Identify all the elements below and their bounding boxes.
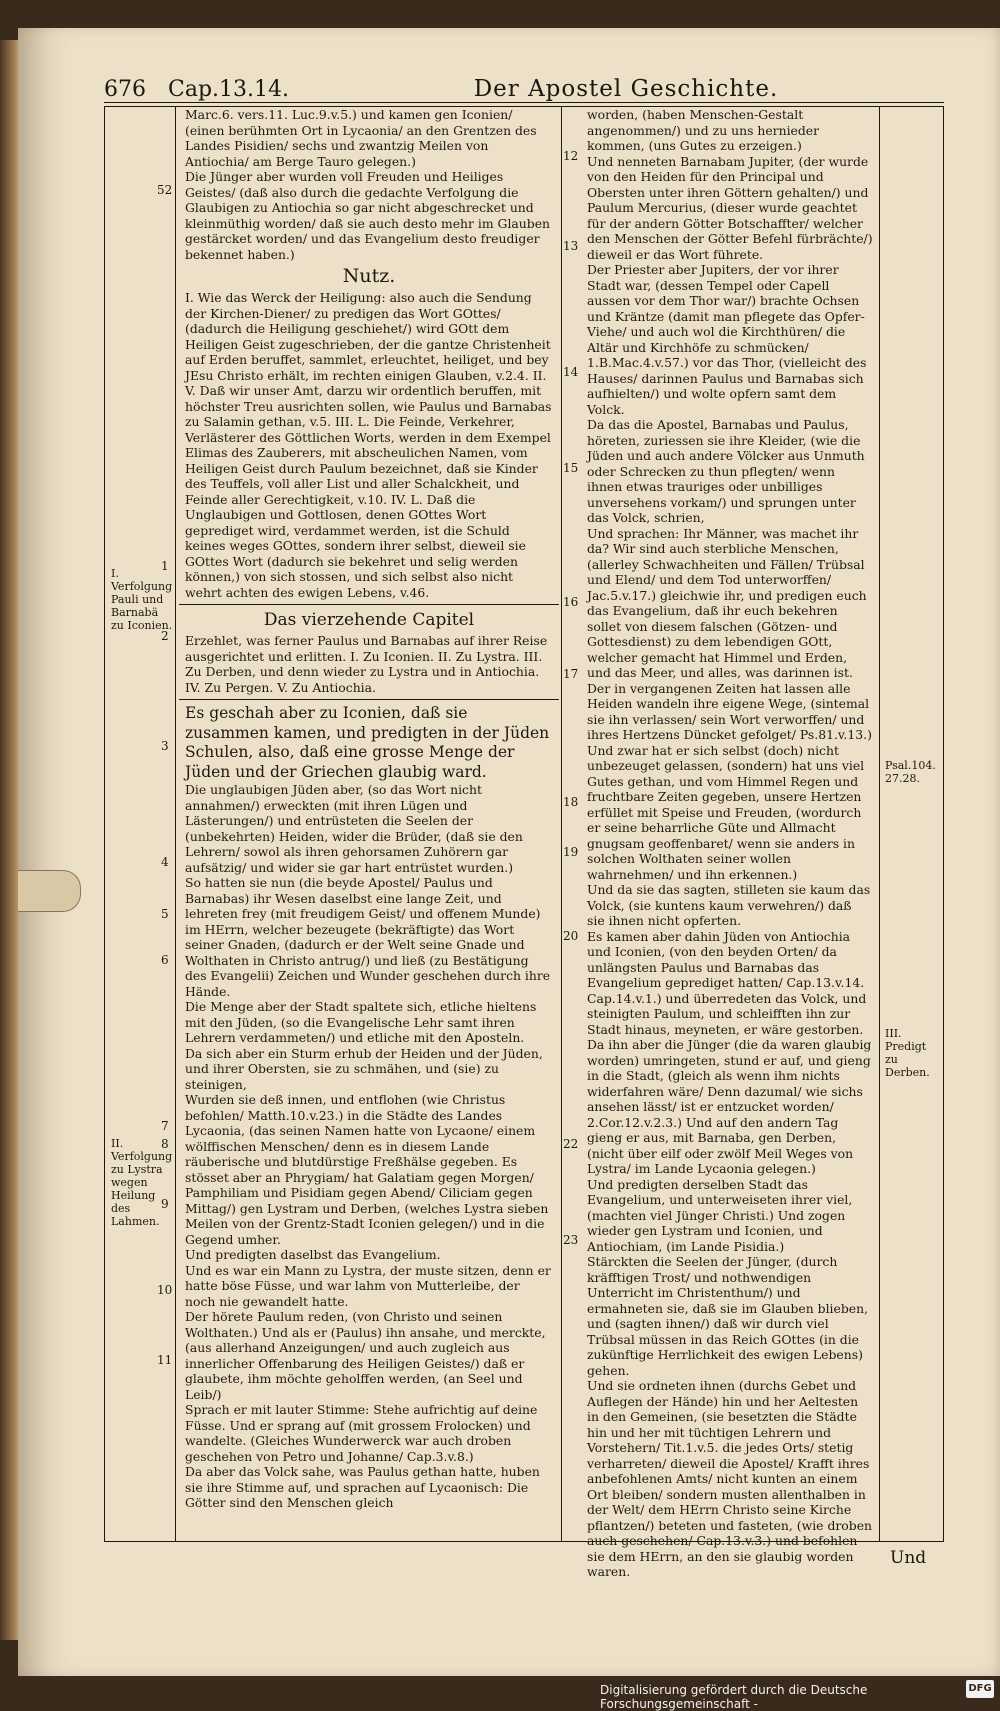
verse-13: Der Priester aber Jupiters, der vor ihrer Stadt war, (dessen Tempel oder Capell aussen vor dem Thor war/) brachte Ochsen und Kräntze (damit man pflegete das Opfer-Viehe/ und auch wol die Kirchthüren/ die Altär und Kirchhöfe zu schmücken/ 1.B.Mac.4.v.57.) vor das Thor, (vielleicht des Hauses/ darinnen Paulus und Barnabas sich aufhielten/) und wolte opfern samt dem Volck. [587,262,867,417]
verse-3: So hatten sie nun (die beyde Apostel/ Paulus und Barnabas) ihr Wesen daselbst eine lange Zeit, und lehreten frey (mit freudigem Geist/ und offenem Munde) im HErrn, welcher bezeugete (bekräftigte) das Wort seiner Gnaden, (dadurch er der Welt seine Gnade und Wolthaten in Christo antrug/) und ließ (zu Bestätigung des Evangelii) Zeichen und Wunder geschehen durch ihre Hände. [185,875,551,999]
margin-note-left-2: II. Verfolgung zu Lystra wegen Heilung des Lahmen. [111,1137,173,1228]
verse-number: 23 [563,1233,579,1247]
verse-15: Und sprachen: Ihr Männer, was machet ihr da? Wir sind auch sterbliche Menschen, (allerley Schwachheiten und Fällen/ Trübsal und Elend/ und dem Tod unterworffen/ Jac.5.v.17.) gleichwie ihr, und predigen euch das Evangelium, daß ihr euch bekehren sollet von diesem falschen (Götzen- und Gottesdienst) zu dem lebendigen GOtt, welcher gemacht hat Himmel und Erden, und das Meer, und alles, was darinnen ist. [587,525,867,680]
verse-number: 9 [161,1197,169,1211]
verse-number: 13 [563,239,579,253]
verse-number: 17 [563,667,579,681]
verse-52: Die Jünger aber wurden voll Freuden und Heiliges Geistes/ (daß also durch die gedachte Verfolgung die Glaubigen zu Antiochia so gar nicht abgeschrecket und kleinmüthig worden/ daß sie auch desto mehr im Glauben gestärcket worden/ und das Evangelium desto freudiger bekennet haben.) [185,169,551,262]
header-chapter: Cap.13.14. [168,77,289,102]
verse-number: 3 [161,739,169,753]
section-rule [179,604,559,605]
left-text-column [179,107,559,1541]
page-number: 676 [104,77,146,102]
verse-6: Wurden sie deß innen, und entflohen (wie Christus befohlen/ Matth.10.v.23.) in die Städte des Landes Lycaonia, (das seinen Namen hatte von Lycaone/ einem wölffischen Menschen/ denn es in diesem Lande räuberische und blutdürstige Freßhälse gegeben. Es stösset aber an Phrygiam/ hat Galatiam gegen Morgen/ Pamphiliam und Pisidiam gegen Abend/ Ciliciam gegen Mittag/) gen Lystram und Derben, (welches Lystra sieben Meilen von der Grentz-Stadt Iconien gelegen/) und in die Gegend umher. [185,1092,549,1247]
digitization-credit: Digitalisierung gefördert durch die Deutsche Forschungsgemeinschaft - [600,1683,868,1711]
paragraph: (einen berühmten Ort in Lycaonia/ an den Grentzen des Landes Pisidien/ sechs und zwantzig Meilen von Antiochia/ am Berge Tauro gelegen.) [185,122,537,169]
reference-line: Marc.6. vers.11. Luc.9.v.5.) und kamen gen Iconien/ [185,107,513,122]
verse-number: 7 [161,1119,169,1133]
dfg-logo: DFG [966,1680,994,1698]
verse-number: 1 [161,559,169,573]
nutz-heading: Nutz. [342,265,396,287]
verse-number: 10 [157,1283,173,1297]
verse-8: Und es war ein Mann zu Lystra, der muste sitzen, denn er hatte böse Füsse, und war lahm von Mutterleibe, der noch nie gewandelt hatte. [185,1262,551,1309]
verse-19: Es kamen aber dahin Jüden von Antiochia und Iconien, (von den beyden Orten/ da unlängsten Paulus und Barnabas das Evangelium geprediget hatten/ Cap.13.v.14. Cap.14.v.1.) und überredeten das Volck, und steinigten Paulum, und schleifften ihn zur Stadt hinaus, meyneten, er wäre gestorben. [587,928,867,1037]
right-margin-rule [879,107,880,1541]
header-title: Der Apostel Geschichte. [473,76,779,102]
margin-note-right-1: Psal.104. 27.28. [885,759,936,785]
verse-number: 19 [563,845,579,859]
section-rule [179,699,559,700]
verse-20: Da ihn aber die Jünger (die da waren glaubig worden) umringeten, stund er auf, und gieng in die Stadt, (gleich als wenn ihm nichts widerfahren wäre/ Denn dazumal/ wie sichs ansehen lässt/ ist er entzucket worden/ 2.Cor.12.v.2.3.) Und auf den andern Tag gieng er aus, mit Barnaba, gen Derben, (nicht über eilf oder zwölf Meil Weges von Lystra/ im Lande Lycaonia gelegen.) [587,1037,872,1176]
running-header [104,72,944,103]
margin-note-left-1: I. Verfolgung Pauli und Barnabä zu Iconien. [111,567,173,632]
verse-23: Und sie ordneten ihnen (durchs Gebet und Auflegen der Hände) hin und her Aeltesten in den Gemeinen, (sie besetzten die Städte hin und her mit tüchtigen Lehrern und Vorstehern/ Tit.1.v.5. die jedes Orts/ stetig verharreten/ dieweil die Apostel/ Krafft ihres anbefohlenen Amts/ nicht kunten an einem Ort bleiben/ sondern musten allenthalben in der Welt/ dem HErrn Christo seine Kirche pflantzen/) beteten und fasteten, (wie droben auch geschehen/ Cap.13.v.3.) und befohlen sie dem HErrn, an den sie glaubig worden waren. [587,1378,873,1579]
verse-number: 4 [161,855,169,869]
verse-number: 14 [563,365,579,379]
center-rule [561,107,562,1541]
text-frame [104,106,944,1579]
verse-number: 52 [157,183,173,197]
page-clip-tab [18,870,81,912]
chapter-summary: Erzehlet, was ferner Paulus und Barnabas auf ihrer Reise ausgerichtet und erlitten. I. Zu Iconien. II. Zu Lystra. III. Zu Derben, und denn wieder zu Lystra und in Antiochia. IV. Zu Pergen. V. Zu Antiochia. [185,633,548,695]
verse-5: Da sich aber ein Sturm erhub der Heiden und der Jüden, und ihrer Obersten, sie zu schmähen, und (sie) zu steinigen, [185,1045,543,1092]
verse-number: 20 [563,929,579,943]
verse-4: Die Menge aber der Stadt spaltete sich, etliche hieltens mit den Jüden, (so die Evangelische Lehr samt ihren Lehrern verdammeten/) und etliche mit den Aposteln. [185,999,537,1045]
nutz-text: I. Wie das Werck der Heiligung: also auch die Sendung der Kirchen-Diener/ zu predigen das Wort GOttes/ (dadurch die Heiligung geschiehet/) wird GOtt dem Heiligen Geist zugeschrieben, der die gantze Christenheit auf Erden beruffet, sammlet, erleuchtet, heiliget, und bey JEsu Christo erhält, im rechten einigen Glauben, v.2.4. II. V. Daß wir unser Amt, darzu wir ordentlich beruffen, mit höchster Treu ausrichten sollen, wie Paulus und Barnabas zu Salamin gethan, v.5. III. L. Die Feinde, Verkehrer, Verlästerer des Göttlichen Worts, werden in dem Exempel Elimas des Zauberers, mit abscheulichen Namen, vom Heiligen Geist durch Paulum bezeichnet, daß sie Kinder des Teuffels, voll aller List und aller Schalckheit, und Feinde aller Gerechtigkeit, v.10. IV. L. Daß die Unglaubigen und Gottlosen, denen GOttes Wort geprediget wird, verdammet werden, ist die Schuld keines weges GOttes, sondern ihrer selbst, dieweil sie GOttes Wort (dadurch sie bekehret und selig werden können,) von sich stossen, und sich selbst also nicht wehrt achten des ewigen Lebens, v.46. [185,290,552,600]
verse-number: 8 [161,1137,169,1151]
verse-17: Und zwar hat er sich selbst (doch) nicht unbezeuget gelassen, (sondern) hat uns viel Gutes gethan, und vom Himmel Regen und fruchtbare Zeiten gegeben, unsere Hertzen erfüllet mit Speise und Freuden, (wordurch er seine beharrliche Güte und Allmacht gnugsam geoffenbaret/ wenn sie anders in solchen Wolthaten seiner wollen wahrnehmen/ und ihn erkennen.) [587,742,865,882]
verse-9: Der hörete Paulum reden, (von Christo und seinen Wolthaten.) Und als er (Paulus) ihn ansahe, und merckte, (aus allerhand Anzeigungen/ und auch zugleich aus innerlicher Offenbarung des Heiligen Geistes/) daß er glaubete, ihm möchte geholffen werden, (an Seel und Leib/) [185,1309,546,1402]
verse-number: 5 [161,907,169,921]
chapter-heading: Das vierzehende Capitel [263,610,475,630]
verse-16: Der in vergangenen Zeiten hat lassen alle Heiden wandeln ihre eigene Wege, (sintemal sie ihn verlassen/ sein Wort verworffen/ und ihres Hertzens Düncket gefolget/ Ps.81.v.13.) [587,680,872,742]
verse-22: Stärckten die Seelen der Jünger, (durch kräfftigen Trost/ und nothwendigen Unterricht im Christenthum/) und ermahneten sie, daß sie im Glauben blieben, und (sagten ihnen/) daß wir durch viel Trübsal müssen in das Reich GOttes (in die zukünftige Herrlichkeit des ewigen Lebens) gehen. [587,1254,869,1378]
margin-note-right-2: III. Predigt zu Derben. [885,1027,930,1079]
verse-11-continued: worden, (haben Menschen-Gestalt angenommen/) und zu uns hernieder kommen, (uns Gutes zu erzeigen.) [587,107,820,153]
verse-number: 16 [563,595,579,609]
left-margin-rule [175,107,176,1541]
right-text-column [581,107,879,1579]
catchword: Und [890,1548,927,1568]
verse-number: 22 [563,1137,579,1151]
verse-12: Und nenneten Barnabam Jupiter, (der wurde von den Heiden für den Principal und Obersten unter ihren Göttern gehalten/) und Paulum Mercurius, (dieser wurde geachtet für der andern Götter Botschaffter/ welcher den Menschen der Götter Befehl fürbrächte/) dieweil er das Wort führete. [587,153,873,262]
verse-number: 6 [161,953,169,967]
verse-11: Da aber das Volck sahe, was Paulus gethan hatte, huben sie ihre Stimme auf, und sprachen auf Lycaonisch: Die Götter sind den Menschen gleich [185,1464,540,1510]
verse-number: 12 [563,149,579,163]
verse-14: Da das die Apostel, Barnabas und Paulus, höreten, zuriessen sie ihre Kleider, (wie die Jüden und auch andere Völcker aus Unmuth oder Schrecken zu thun pflegten/ wenn ihnen etwas trauriges oder unbilliges unversehens vorkam/) und sprungen unter das Volck, schrien, [587,417,865,525]
verse-2: Die unglaubigen Jüden aber, (so das Wort nicht annahmen/) erweckten (mit ihren Lügen und Lästerungen/) und entrüsteten die Seelen der (unbekehrten) Heiden, wider die Brüder, (daß sie den Lehrern/ sowol als ihren gehorsamen Zuhörern gar aufsätzig/ und wider sie gar hart entrüstet wurden.) [185,782,523,875]
verse-10: Sprach er mit lauter Stimme: Stehe aufrichtig auf deine Füsse. Und er sprang auf (mit grossem Frolocken) und wandelte. (Gleiches Wunderwerck war auch droben geschehen von Petro und Johanne/ Cap.3.v.8.) [185,1402,538,1464]
verse-21: Und predigten derselben Stadt das Evangelium, und unterweiseten ihrer viel, (machten viel Jünger Christi.) Und zogen wieder gen Lystram und Iconien, und Antiochiam, (im Lande Pisidia.) [587,1176,853,1254]
verse-number: 15 [563,461,579,475]
verse-number: 11 [157,1353,173,1367]
verse-1: Es geschah aber zu Iconien, daß sie zusammen kamen, und predigten in der Jüden Schulen, also, daß eine grosse Menge der Jüden und der Griechen glaubig ward. [185,704,550,781]
verse-7: Und predigten daselbst das Evangelium. [185,1247,441,1262]
verse-number: 2 [161,629,169,643]
verse-number: 18 [563,795,579,809]
verse-18: Und da sie das sagten, stilleten sie kaum das Volck, (sie kuntens kaum verwehren/) daß sie ihnen nicht opferten. [587,882,871,928]
